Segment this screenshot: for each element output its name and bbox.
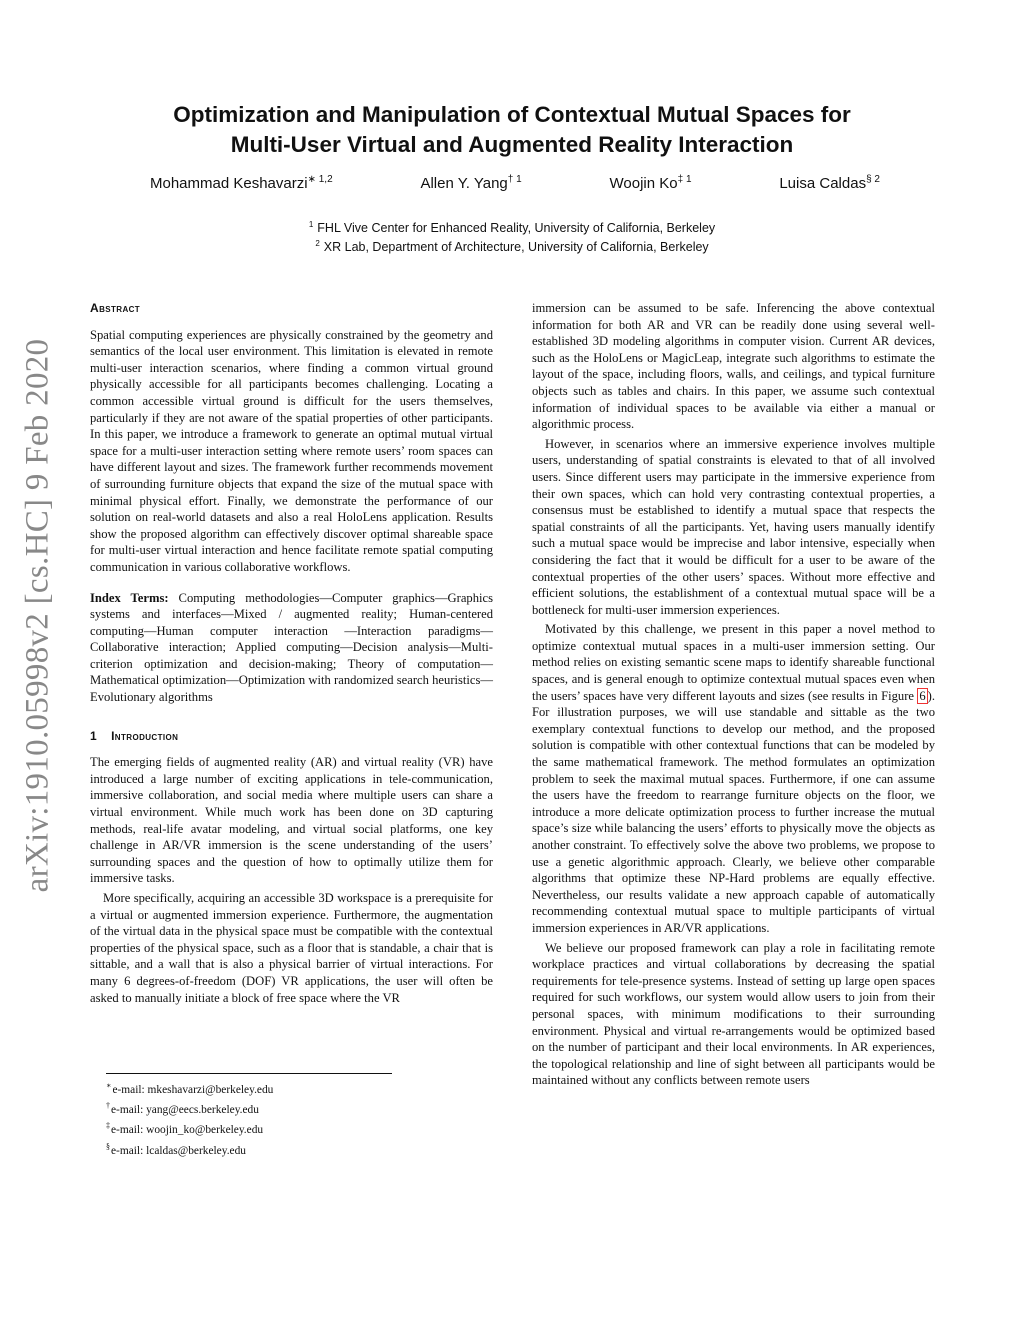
figure-link[interactable]: 6 [919,688,926,703]
arxiv-identifier-stamp [14,290,62,940]
paper-title [100,100,924,160]
affiliation: $^1$ FHL Vive Center for Enhanced Reality, University of California, Berkeley [308,220,716,236]
body-paragraph: We believe our proposed framework can play a role in facilitating remote workplace practices and virtual collaborations by decreasing the spatial requirements for tele-presence systems. Instead of setting up large open spaces required for such workflows, our system would allow users to join from their personal spaces, with minimum modifications to their surrounding environment. Physical and virtual re-arrangements would be optimized based on the number of participant and their local environments. In AR experiences, the topological relationship and line of sight between all participants would be maintained without any conflicts between remote users [532,940,935,1088]
footnote: †e-mail: yang@eecs.berkeley.edu [106,1101,259,1116]
body-paragraph: Motivated by this challenge, we present in this paper a novel method to optimize contextual mutual spaces in a multi-user immersion setting. Our method relies on existing semantic scene maps to identify shareable functional spaces, and is general enough to optimize contextual mutual spaces even when the users’ spaces have very different layouts and sizes (see results in Figure 6 ). For illustration purposes, we will use standable and sittable as the two exemplary contextual functions to develop our method, and the proposed solution is compatible with other contextual functions that can be modeled by the same mathematical framework. The method formulates an optimization problem to seek the maximal mutual spaces. Furthermore, if one can assume the users have the freedom to rearrange furniture objects on the floor, we introduce a more delicate optimization process to further increase the mutual space’s size while balancing the users’ efforts to physically move the objects as another constraint. To effectively solve the above two problems, we propose to use a genetic algorithmic approach. Clearly, we believe other comparable algorithms that optimize these NP-Hard problems are equally effective. Nevertheless, our results validate a new approach capable of automatically recommending contextual mutual space to multiple participants of virtual immersion experiences in AR/VR applications. [532,622,935,935]
left-column [90,300,493,1006]
intro-paragraph: More specifically, acquiring an accessible 3D workspace is a prerequisite for a virtual or augmented immersion experience. Furthermore, the augmentation of the virtual data in the physical space must be compatible with the contextual properties of the physical space, such as a floor that is standable, a chair that is sittable, and a wall that is also a physical barrier of virtual interactions. For many 6 degrees-of-freedom (DOF) VR applications, the user will often be asked to manually initiate a block of free space where the VR [90,891,493,1005]
footnote-divider [106,1073,392,1074]
abstract-heading: Abstract [90,301,141,315]
author: Mohammad Keshavarzi$^{∗ 1,2}$ [150,174,333,192]
title-line-2: Multi-User Virtual and Augmented Reality Interaction [230,132,794,157]
footnote: §e-mail: lcaldas@berkeley.edu [106,1141,246,1157]
footnote: ‡e-mail: woojin_ko@berkeley.edu [106,1121,264,1137]
right-column [532,300,935,1089]
affiliations [200,217,824,255]
author-list [150,174,880,192]
intro-paragraph: The emerging fields of augmented reality (AR) and virtual reality (VR) have introduced a large number of exciting applications in tele-communication, immersive collaboration, and social media where multiple users can share a virtual environment. While much work has been done on 3D capturing methods, real-life avatar modeling, and virtual social platforms, one key challenge in AR/VR immersion is the scene understanding of the users’ surrounding spaces and the question of how to optimally utilize them for immersive tasks. [90,755,493,886]
affiliation: $^2$ XR Lab, Department of Architecture, University of California, Berkeley [315,239,709,255]
footnote: ∗e-mail: mkeshavarzi@berkeley.edu [106,1081,274,1096]
author: Luisa Caldas$^{\S 2}$ [779,174,880,192]
body-paragraph: immersion can be assumed to be safe. Inferencing the above contextual information for both AR and VR can be readily done using several well-established 3D modeling algorithms in computer vision. Current AR devices, such as the HoloLens or MagicLeap, integrate such algorithms to estimate the layout of the space, including floors, walls, and ceilings, and typical furniture objects such as tables and chairs. In this paper, we assume such contextual information of individual spaces to be available via either a manual or algorithmic process. [532,301,935,432]
abstract-text: Spatial computing experiences are physically constrained by the geometry and semantics of the local user environment. This limitation is elevated in remote multi-user interaction scenarios, where finding a common virtual ground physically accessible for all participants becomes challenging. Locating a common accessible virtual ground is difficult for the users themselves, particularly if they are not aware of the spatial properties of other participants. In this paper, we introduce a framework to generate an optimal mutual virtual space for a multi-user interaction setting where remote users’ room spaces can have different layout and sizes. The framework further recommends movement of surrounding furniture objects that expand the size of the mutual space with minimal physical effort. Finally, we demonstrate the performance of our solution on real-world datasets and also a real HoloLens application. Results show the proposed algorithm can effectively discover optimal shareable space for multi-user virtual interaction and hence facilitate remote spatial computing communication in various collaborative workflows. [90,327,493,574]
author: Allen Y. Yang$^{\dagger 1}$ [420,174,522,192]
author: Woojin Ko$^{\ddagger 1}$ [609,174,692,192]
arxiv-id-text: arXiv:1910.05998v2 [cs.HC] 9 Feb 2020 [19,338,56,892]
index-terms-label: Index Terms: [90,590,169,605]
index-terms-text: Computing methodologies—Computer graphics—Graphics systems and interfaces—Mixed / augmented reality; Human-centered computing—Human computer interaction —Interaction paradigms—Collaborative interaction; Applied computing—Decision analysis—Multi-criterion optimization and decision-making; Theory of computation—Mathematical optimization—Optimization with randomized search heuristics—Evolutionary algorithms [90,590,494,705]
body-paragraph: However, in scenarios where an immersive experience involves multiple users, understanding of spatial constraints is elevated to that of all involved users. Since different users may participate in the immersive experience from their own spaces, which can hold very contrasting contextual properties, a consensus must be established to identify a mutual space that respects the spatial constraints of all the participants. Yet, having users manually identify such a mutual space would be imprecise and labor intensive, especially when considering the fact that it would be difficult for a user to be aware of the contextual properties of the other users’ spaces. Without more effective and efficient solutions, the establishment of a contextual mutual space will be a bottleneck for multi-user immersion experiences. [532,436,935,617]
introduction-heading: 1 Introduction [90,728,179,743]
footnotes [106,1078,426,1159]
title-line-1: Optimization and Manipulation of Contextual Mutual Spaces for [173,102,851,127]
index-terms [90,590,493,706]
